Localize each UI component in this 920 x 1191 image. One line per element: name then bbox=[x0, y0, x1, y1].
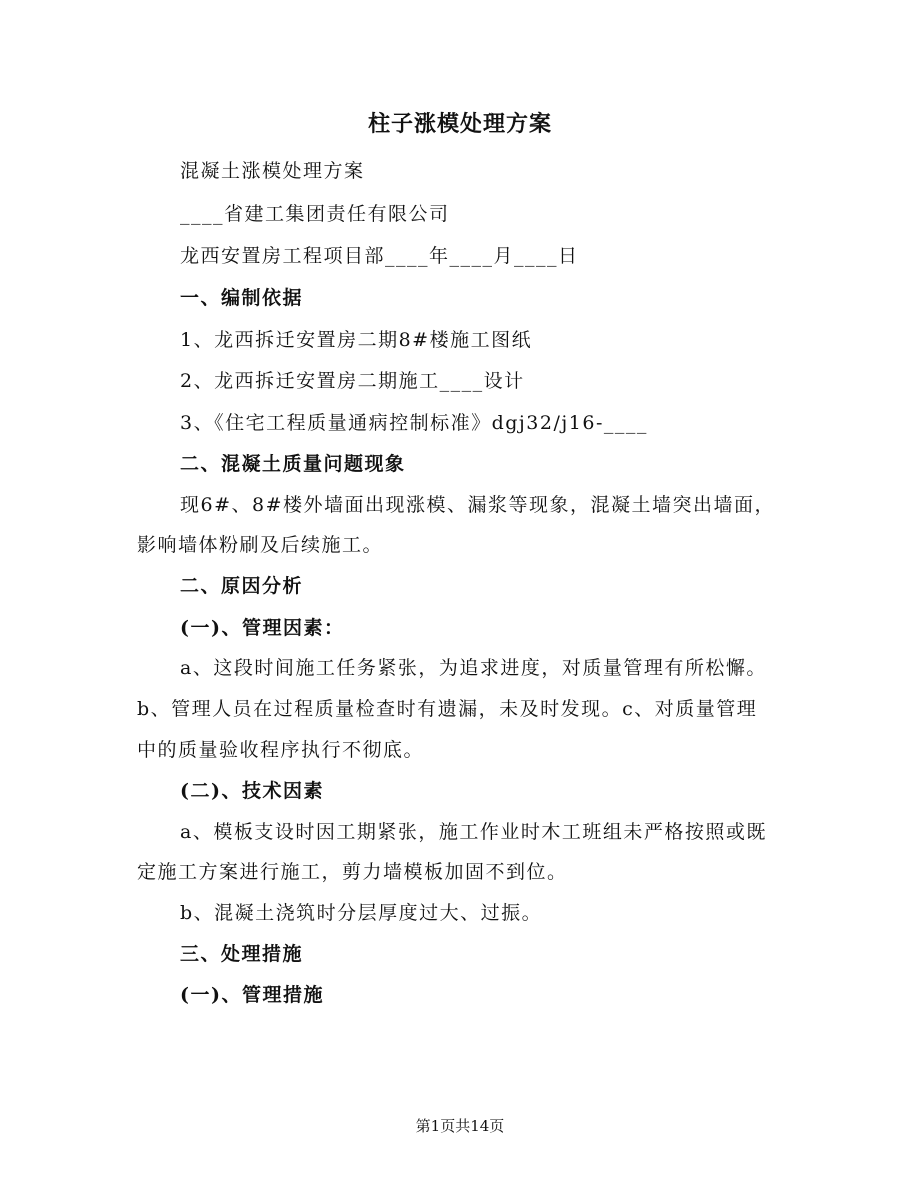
paragraph-line: 影响墙体粉刷及后续施工。 bbox=[137, 534, 384, 556]
project-date-line: 龙西安置房工程项目部____年____月____日 bbox=[180, 245, 579, 267]
basis-item-2: 2、龙西拆迁安置房二期施工____设计 bbox=[180, 370, 525, 392]
basis-item-3: 3、《住宅工程质量通病控制标准》dgj32/j16-____ bbox=[180, 412, 648, 434]
subtitle-line: 混凝土涨模处理方案 bbox=[180, 160, 365, 182]
paragraph-line: a、这段时间施工任务紧张，为追求进度，对质量管理有所松懈。 bbox=[180, 657, 767, 679]
paragraph-line: a、模板支设时因工期紧张，施工作业时木工班组未严格按照或既 bbox=[180, 821, 767, 843]
page-footer: 第1页共14页 bbox=[415, 1117, 505, 1135]
paragraph-line: 定施工方案进行施工，剪力墙模板加固不到位。 bbox=[137, 861, 568, 883]
basis-item-1: 1、龙西拆迁安置房二期8#楼施工图纸 bbox=[180, 329, 533, 351]
paragraph-line: b、混凝土浇筑时分层厚度过大、过振。 bbox=[180, 902, 543, 924]
subheading-management: (一)、管理因素： bbox=[180, 617, 345, 639]
subheading-technical: (二)、技术因素 bbox=[180, 780, 324, 802]
document-title: 柱子涨模处理方案 bbox=[367, 111, 552, 137]
company-line: ____省建工集团责任有限公司 bbox=[180, 203, 450, 225]
section-heading-basis: 一、编制依据 bbox=[180, 287, 304, 309]
section-heading-cause: 二、原因分析 bbox=[180, 575, 304, 597]
paragraph-line: 中的质量验收程序执行不彻底。 bbox=[137, 739, 425, 761]
subheading-management-measures: (一)、管理措施 bbox=[180, 984, 324, 1006]
section-heading-measures: 三、处理措施 bbox=[180, 943, 304, 965]
paragraph-line: b、管理人员在过程质量检查时有遗漏，未及时发现。c、对质量管理 bbox=[137, 698, 758, 720]
paragraph-line: 现6#、8#楼外墙面出现涨模、漏浆等现象，混凝土墙突出墙面， bbox=[180, 494, 776, 516]
section-heading-issue: 二、混凝土质量问题现象 bbox=[180, 453, 406, 475]
